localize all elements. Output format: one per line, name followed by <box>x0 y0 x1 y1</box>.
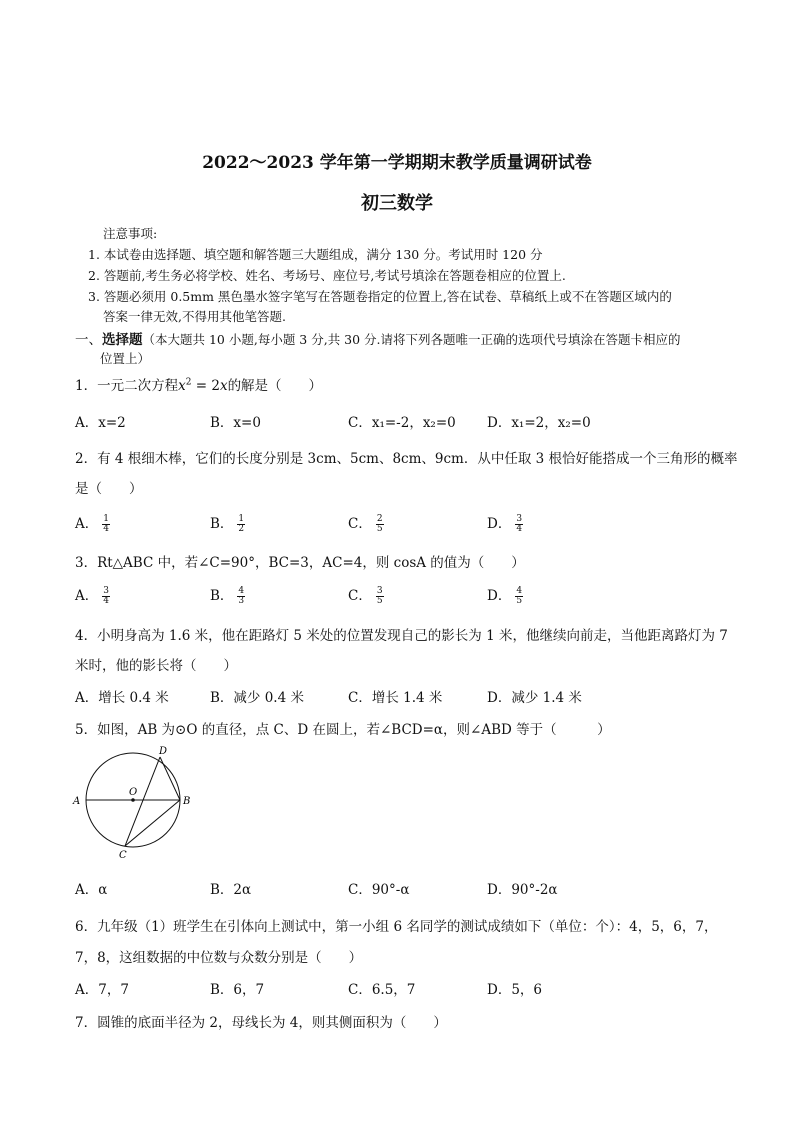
q2-option-d[interactable]: D． $\frac{3}{4}$ <box>487 514 523 534</box>
chord-db <box>160 757 180 800</box>
exam-subtitle: 初三数学 <box>361 193 433 214</box>
q4-option-a[interactable]: A．增长 0.4 米 <box>75 690 169 706</box>
q1-option-c[interactable]: C．x₁=-2，x₂=0 <box>348 415 456 431</box>
section-number: 一、 <box>75 332 102 348</box>
section-desc: （本大题共 10 小题,每小题 3 分,共 30 分.请将下列各题唯一正确的选项代号填涂在答题卡相应的 <box>142 332 681 347</box>
label-d: D <box>159 746 168 757</box>
q2-option-c[interactable]: C． $\frac{2}{5}$ <box>348 514 383 534</box>
question-4-line1: 4．小明身高为 1.6 米，他在距路灯 5 米处的位置发现自己的影长为 1 米，他继续向前走，当他距离路灯为 7 <box>75 628 728 644</box>
question-6-line1: 6．九年级（1）班学生在引体向上测试中，第一小组 6 名同学的测试成绩如下（单位：个）：4，5，6，7， <box>75 919 718 935</box>
q1-option-d[interactable]: D．x₁=2，x₂=0 <box>487 415 591 431</box>
label-c: C <box>119 850 127 861</box>
fraction: $\frac{4}{3}$ <box>238 586 245 606</box>
question-2-line2: 是（ ） <box>75 481 143 497</box>
question-4-line2: 米时，他的影长将（ ） <box>75 658 237 674</box>
q6-option-c[interactable]: C．6.5，7 <box>348 982 416 998</box>
fraction: $\frac{3}{4}$ <box>516 514 523 534</box>
question-1: 1．一元二次方程$x^2 = 2x$的解是（ ） <box>75 377 323 394</box>
q4-option-b[interactable]: B．减少 0.4 米 <box>210 690 304 706</box>
exam-title: 2022～2023 学年第一学期期末教学质量调研试卷 <box>202 153 592 173</box>
label-o: O <box>129 787 138 798</box>
fraction: $\frac{1}{4}$ <box>103 514 109 534</box>
q1-option-a[interactable]: A．x=2 <box>75 415 126 431</box>
center-point <box>131 798 135 802</box>
section-desc-2: 位置上） <box>100 351 151 366</box>
label-b: B <box>183 796 191 807</box>
question-2-line1: 2．有 4 根细木棒，它们的长度分别是 3cm、5cm、8cm、9cm．从中任取 3 根恰好能搭成一个三角形的概率 <box>75 451 738 467</box>
circle-diagram <box>65 742 200 867</box>
fraction: $\frac{1}{2}$ <box>238 514 245 534</box>
q6-option-d[interactable]: D．5，6 <box>487 982 543 998</box>
note-3a: 3. 答题必须用 0.5mm 黑色墨水签字笔写在答题卷指定的位置上,答在试卷、草稿纸上或不在答题区域内的 <box>88 289 672 304</box>
q1-post: 的解是（ ） <box>227 378 323 394</box>
q3-option-d[interactable]: D． $\frac{4}{5}$ <box>487 586 523 606</box>
q4-option-c[interactable]: C．增长 1.4 米 <box>348 690 443 706</box>
chord-cd <box>125 757 160 846</box>
q5-option-a[interactable]: A．α <box>75 882 108 898</box>
section-heading <box>75 328 681 348</box>
q1-option-b[interactable]: B．x=0 <box>210 415 261 431</box>
q2-option-a[interactable]: A． $\frac{1}{4}$ <box>75 514 109 534</box>
q6-option-a[interactable]: A．7，7 <box>75 982 129 998</box>
fraction: $\frac{3}{4}$ <box>103 586 109 606</box>
fraction: $\frac{3}{5}$ <box>376 586 383 606</box>
q1-pre: 1．一元二次方程 <box>75 378 179 394</box>
q5-option-d[interactable]: D．90°-2α <box>487 882 558 898</box>
notes-heading: 注意事项: <box>103 226 158 241</box>
q6-option-b[interactable]: B．6，7 <box>210 982 265 998</box>
note-1: 1. 本试卷由选择题、填空题和解答题三大题组成，满分 130 分。考试用时 120 分 <box>88 247 543 262</box>
note-2: 2. 答题前,考生务必将学校、姓名、考场号、座位号,考试号填涂在答题卷相应的位置上. <box>88 268 566 283</box>
fraction: $\frac{2}{5}$ <box>376 514 383 534</box>
q5-option-b[interactable]: B．2α <box>210 882 252 898</box>
fraction: $\frac{4}{5}$ <box>516 586 523 606</box>
question-3: 3．Rt△ABC 中，若∠C=90°，BC=3，AC=4，则 cosA 的值为（ ） <box>75 555 525 571</box>
section-title: 选择题 <box>102 332 143 348</box>
q3-option-a[interactable]: A． $\frac{3}{4}$ <box>75 586 109 606</box>
q4-option-d[interactable]: D．减少 1.4 米 <box>487 690 582 706</box>
note-3b: 答案一律无效,不得用其他笔答题. <box>103 309 286 324</box>
q3-option-c[interactable]: C． $\frac{3}{5}$ <box>348 586 383 606</box>
question-7: 7．圆锥的底面半径为 2，母线长为 4，则其侧面积为（ ） <box>75 1015 447 1031</box>
label-a: A <box>73 796 81 807</box>
q5-option-c[interactable]: C．90°-α <box>348 882 410 898</box>
chord-cb <box>125 800 180 846</box>
q3-option-b[interactable]: B． $\frac{4}{3}$ <box>210 586 245 606</box>
question-5: 5．如图，AB 为⊙O 的直径，点 C、D 在圆上，若∠BCD=α，则∠ABD 等于（ ） <box>75 722 611 738</box>
question-6-line2: 7，8，这组数据的中位数与众数分别是（ ） <box>75 950 363 966</box>
q2-option-b[interactable]: B． $\frac{1}{2}$ <box>210 514 245 534</box>
